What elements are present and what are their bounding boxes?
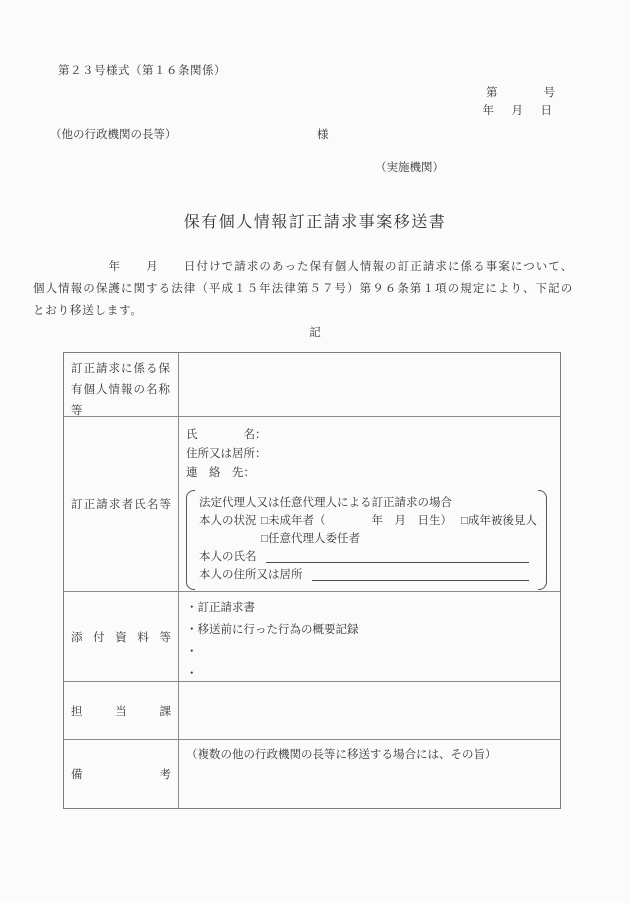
table-row-info-name — [64, 353, 560, 417]
principal-status-options — [261, 512, 537, 548]
row-label-requester-text: 訂正請求者氏名等 — [71, 499, 171, 511]
issuer-agency: （実施機関） — [375, 162, 444, 174]
attachment-item: ・訂正請求書 — [186, 602, 255, 614]
proxy-request-note — [186, 490, 547, 590]
checkbox-voluntary-agent[interactable]: □任意代理人委任者 — [261, 533, 360, 545]
row-label-remarks — [64, 740, 179, 808]
form-number: 第２３号様式（第１６条関係） — [58, 65, 226, 77]
principal-address-label: 本人の住所又は居所 — [199, 569, 303, 581]
attachment-item: ・ — [186, 668, 198, 680]
section-fill-cell[interactable] — [179, 682, 560, 739]
table-row-attachments — [64, 592, 560, 682]
form-table — [63, 352, 561, 809]
doc-number-line: 第 号 — [486, 87, 555, 99]
row-label-requester — [64, 417, 179, 591]
row-label-attachments — [64, 592, 179, 681]
row-label-attachments-text: 添付資料等 — [71, 631, 171, 644]
addressee-honorific: 様 — [317, 129, 329, 141]
row-label-section-text: 担当課 — [71, 705, 171, 718]
row-label-info-name-text: 訂正請求に係る保有個人情報の名称等 — [71, 363, 171, 417]
principal-name-row — [199, 548, 531, 566]
principal-name-label: 本人の氏名 — [199, 551, 257, 563]
doc-number-block — [483, 84, 556, 120]
principal-status-label: 本人の状況 — [199, 515, 257, 527]
proxy-heading: 法定代理人又は任意代理人による訂正請求の場合 — [199, 497, 452, 509]
requester-contact-label: 連 絡 先： — [186, 467, 255, 479]
addressee-recipient: （他の行政機関の長等） — [50, 129, 177, 141]
principal-name-fill-line[interactable] — [266, 548, 530, 563]
table-row-section — [64, 682, 560, 740]
principal-address-fill-line[interactable] — [312, 566, 530, 581]
status-options-line1 — [261, 512, 537, 530]
row-label-remarks-text: 備考 — [71, 769, 171, 781]
date-line: 年 月 日 — [482, 105, 555, 117]
attachment-item: ・移送前に行った行為の概要記録 — [186, 624, 359, 636]
attachments-cell — [179, 592, 560, 681]
remarks-cell[interactable] — [179, 740, 560, 808]
row-label-info-name — [64, 353, 179, 416]
document-title: 保有個人情報訂正請求事案移送書 — [183, 214, 447, 231]
table-row-requester — [64, 417, 560, 592]
info-name-fill-cell[interactable] — [179, 353, 560, 416]
status-options-line2 — [261, 533, 360, 545]
checkbox-minor[interactable]: □未成年者（ 年 月 日生） — [261, 515, 452, 527]
requester-cell — [179, 417, 560, 591]
remarks-note: （複数の他の行政機関の長等に移送する場合には、その旨） — [186, 749, 497, 761]
principal-address-row — [199, 566, 531, 584]
record-marker: 記 — [309, 327, 321, 339]
requester-name-label: 氏 名： — [186, 429, 267, 441]
row-label-section — [64, 682, 179, 739]
table-row-remarks — [64, 740, 560, 808]
attachment-item: ・ — [186, 646, 198, 658]
checkbox-adult-ward[interactable]: □成年被後見人 — [460, 515, 537, 527]
principal-status-row — [199, 512, 537, 548]
body-paragraph: 年 月 日付けで請求のあった保有個人情報の訂正請求に係る事案について、個人情報の保護に関する法律（平成１５年法律第５７号）第９６条第１項の規定により、下記のとおり移送します。 — [33, 261, 573, 317]
requester-address-label: 住所又は居所： — [186, 448, 267, 460]
